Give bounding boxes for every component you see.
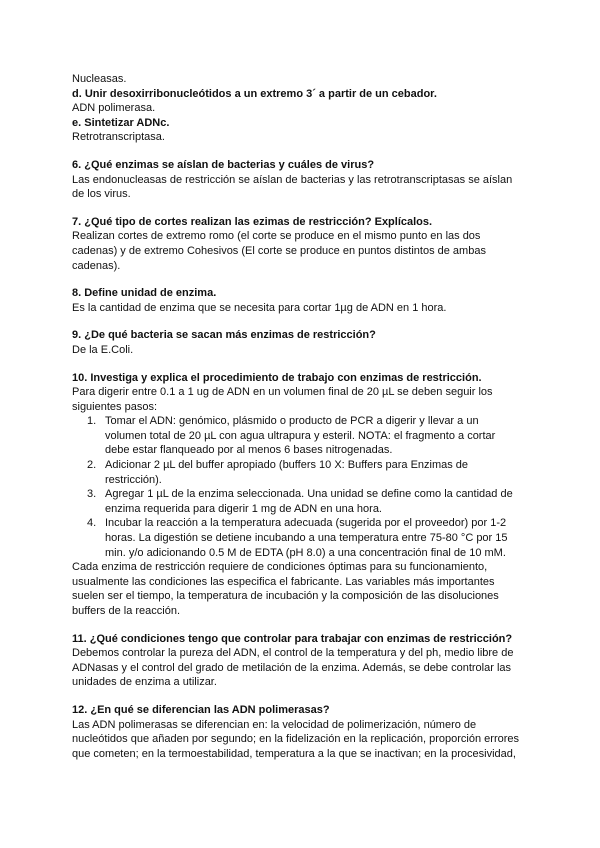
step-line: volumen total de 20 µL con agua ultrapura y esteril. NOTA: el fragmento a cortar (105, 429, 496, 442)
answer-line: de los virus. (72, 188, 131, 201)
answer-line: unidades de enzima a utilizar. (72, 676, 217, 689)
answer-line: Las ADN polimerasas se diferencian en: la velocidad de polimerización, número de (72, 718, 477, 731)
step-number: 2. (87, 459, 97, 472)
answer-line: nucleótidos que añaden por segundo; en la fidelización en la replicación, proporción errores (72, 733, 520, 746)
step-line: min. y/o adicionando 0.5 M de EDTA (pH 8.0) a una concentración final de 10 mM. (105, 546, 506, 559)
answer-line: Es la cantidad de enzima que se necesita para cortar 1µg de ADN en 1 hora. (72, 301, 447, 314)
answer-line: Las endonucleasas de restricción se aíslan de bacterias y las retrotranscriptasas se aíslan (72, 173, 513, 186)
document-page (72, 72, 532, 761)
answer-line: suelen ser el tiempo, la temperatura de incubación y la composición de las disoluciones (72, 590, 499, 603)
text-line: ADN polimerasa. (72, 102, 156, 115)
procedure-steps-list (72, 414, 532, 560)
spacer (72, 273, 532, 286)
list-item (72, 487, 532, 516)
answer-line: siguientes pasos: (72, 400, 157, 413)
answer-line: que cometen; en la termoestabilidad, temperatura a la que se inactivan; en la procesividad, (72, 747, 516, 760)
spacer (72, 202, 532, 215)
answer-line: buffers de la reacción. (72, 605, 181, 617)
answer-line: ADNasas y el control del grado de metilación de la enzima. Además, se debe controlar las (72, 661, 512, 674)
question-6-title: 6. ¿Qué enzimas se aíslan de bacterias y cuáles de virus? (72, 158, 375, 171)
question-heading: e. Sintetizar ADNc. (72, 116, 170, 129)
answer-line: usualmente las condiciones las especifica el fabricante. Las variables más importantes (72, 575, 495, 588)
text-line: Nucleasas. (72, 73, 127, 85)
step-line: Incubar la reacción a la temperatura adecuada (sugerida por el proveedor) por 1-2 (105, 517, 507, 530)
answer-line: De la E.Coli. (72, 343, 134, 356)
question-9-title: 9. ¿De qué bacteria se sacan más enzimas de restricción? (72, 329, 376, 342)
step-line: Tomar el ADN: genómico, plásmido o producto de PCR a digerir y llevar a un (105, 415, 479, 428)
list-item (72, 414, 532, 458)
step-number: 1. (87, 415, 97, 428)
answer-line: Debemos controlar la pureza del ADN, el control de la temperatura y del ph, medio libre de (72, 647, 514, 660)
question-heading: d. Unir desoxirribonucleótidos a un extremo 3´ a partir de un cebador. (72, 87, 437, 100)
list-item (72, 458, 532, 487)
question-12-title: 12. ¿En qué se diferencian las ADN polimerasas? (72, 703, 330, 716)
spacer (72, 145, 532, 158)
step-line: enzima requerida para digerir 1 mg de ADN en una hora. (105, 502, 382, 515)
text-line: Retrotranscriptasa. (72, 131, 165, 144)
spacer (72, 619, 532, 632)
question-11-title: 11. ¿Qué condiciones tengo que controlar para trabajar con enzimas de restricción? (72, 632, 513, 645)
answer-line: cadenas). (72, 259, 121, 272)
step-line: Adicionar 2 µL del buffer apropiado (buffers 10 X: Buffers para Enzimas de (105, 459, 469, 472)
answer-line: Para digerir entre 0.1 a 1 ug de ADN en un volumen final de 20 µL se deben seguir los (72, 386, 493, 399)
answer-line: Realizan cortes de extremo romo (el corte se produce en el mismo punto en las dos (72, 230, 481, 243)
step-line: debe estar flanqueado por al menos 6 bases nitrogenadas. (105, 444, 393, 457)
spacer (72, 358, 532, 371)
step-line: restricción). (105, 473, 162, 486)
step-line: horas. La digestión se detiene incubando a una temperatura entre 75-80 °C por 15 (105, 532, 508, 545)
question-8-title: 8. Define unidad de enzima. (72, 287, 217, 300)
step-number: 3. (87, 488, 97, 501)
list-item (72, 516, 532, 560)
step-number: 4. (87, 517, 97, 530)
step-line: Agregar 1 µL de la enzima seleccionada. Una unidad se define como la cantidad de (105, 488, 513, 501)
question-10-title: 10. Investiga y explica el procedimiento de trabajo con enzimas de restricción. (72, 371, 482, 384)
spacer (72, 315, 532, 328)
answer-line: cadenas) y de extremo Cohesivos (El corte se produce en puntos distintos de ambas (72, 244, 486, 257)
answer-line: Cada enzima de restricción requiere de condiciones óptimas para su funcionamiento, (72, 561, 488, 574)
spacer (72, 690, 532, 703)
question-7-title: 7. ¿Qué tipo de cortes realizan las ezimas de restricción? Explícalos. (72, 215, 433, 228)
